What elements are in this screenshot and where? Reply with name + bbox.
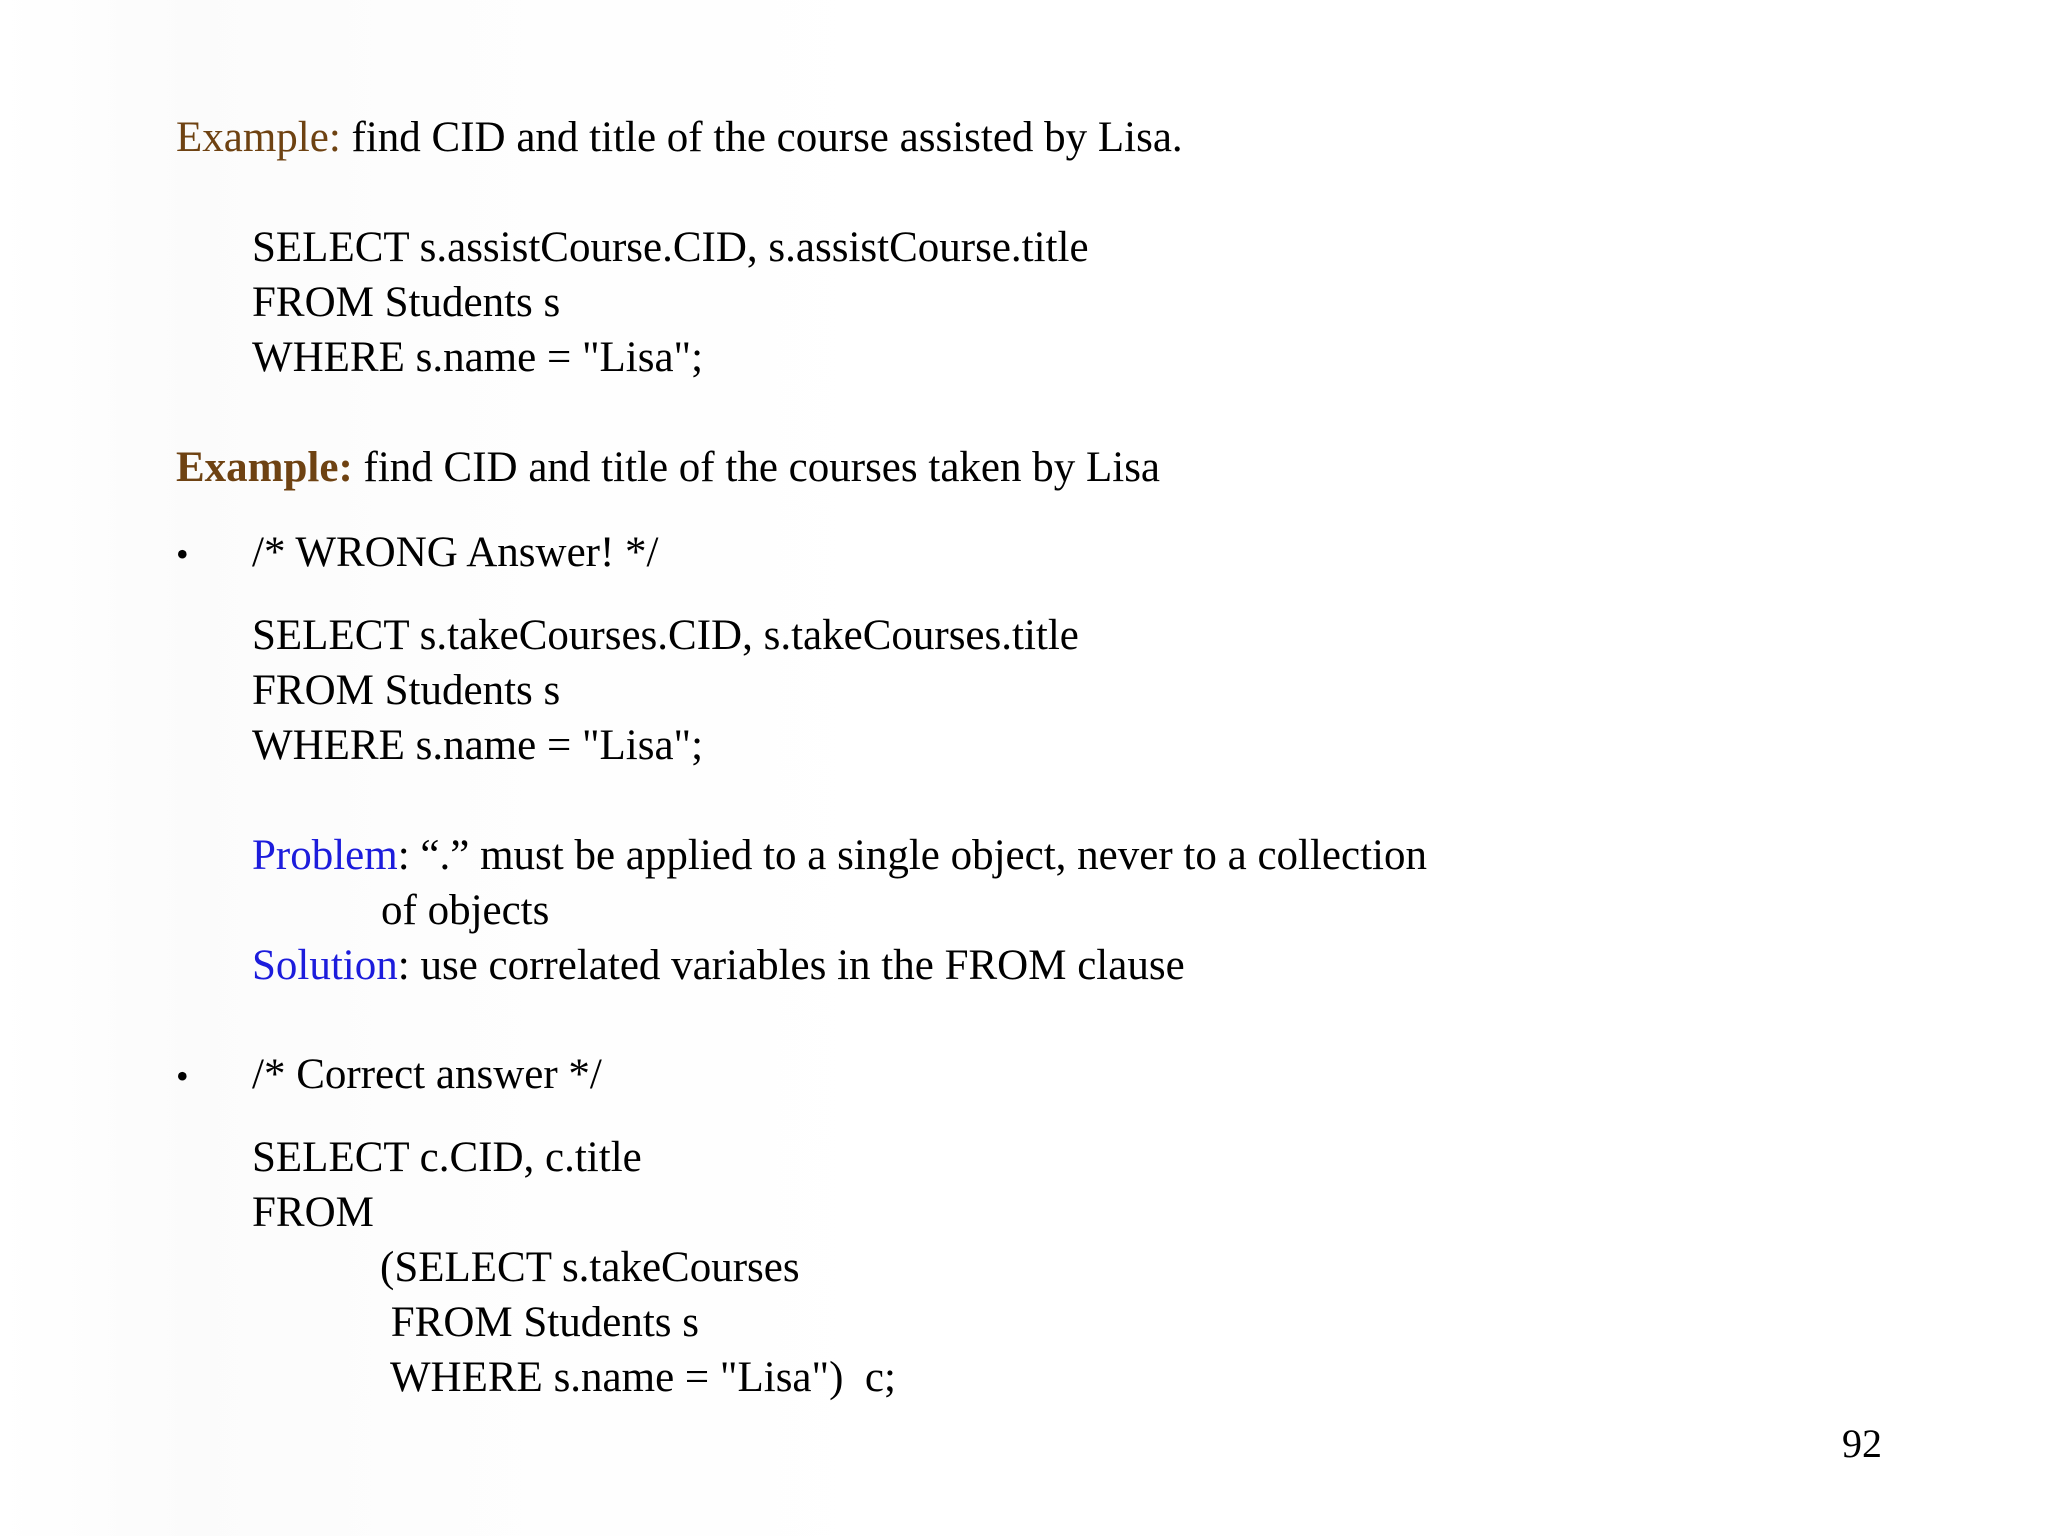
example-2-text: find CID and title of the courses taken by Lisa (352, 444, 1161, 491)
correct-code-line-2: FROM (252, 1189, 374, 1236)
page-number: 92 (1842, 1421, 1882, 1466)
wrong-answer-bullet: • (176, 534, 189, 574)
wrong-code-line-3: WHERE s.name = "Lisa"; (252, 722, 704, 769)
example-2-heading (176, 446, 1160, 489)
correct-code-line-1: SELECT c.CID, c.title (252, 1134, 642, 1181)
correct-answer-comment: /* Correct answer */ (252, 1051, 602, 1098)
correct-answer-bullet: • (176, 1056, 189, 1096)
example-1-code-line-3: WHERE s.name = "Lisa"; (252, 334, 704, 381)
problem-text: : “.” must be applied to a single object, never to a collection (397, 832, 1427, 879)
example-2-label: Example: (176, 444, 353, 491)
correct-code-line-5: WHERE s.name = "Lisa") c; (380, 1354, 896, 1401)
problem-continuation: of objects (381, 887, 550, 934)
example-1-heading (176, 116, 1183, 159)
correct-code-line-3: (SELECT s.takeCourses (380, 1244, 800, 1291)
problem-line (252, 834, 1427, 877)
correct-code-line-4: FROM Students s (380, 1299, 699, 1346)
solution-label: Solution (252, 942, 398, 989)
wrong-code-line-1: SELECT s.takeCourses.CID, s.takeCourses.title (252, 612, 1079, 659)
example-1-code-line-2: FROM Students s (252, 279, 561, 326)
wrong-code-line-2: FROM Students s (252, 667, 561, 714)
problem-label: Problem (252, 832, 398, 879)
example-1-code-line-1: SELECT s.assistCourse.CID, s.assistCourse.title (252, 224, 1089, 271)
solution-line (252, 944, 1185, 987)
solution-text: : use correlated variables in the FROM clause (397, 942, 1185, 989)
example-1-text: find CID and title of the course assisted by Lisa. (340, 114, 1183, 161)
wrong-answer-comment: /* WRONG Answer! */ (252, 529, 659, 576)
example-1-label: Example: (176, 114, 341, 161)
